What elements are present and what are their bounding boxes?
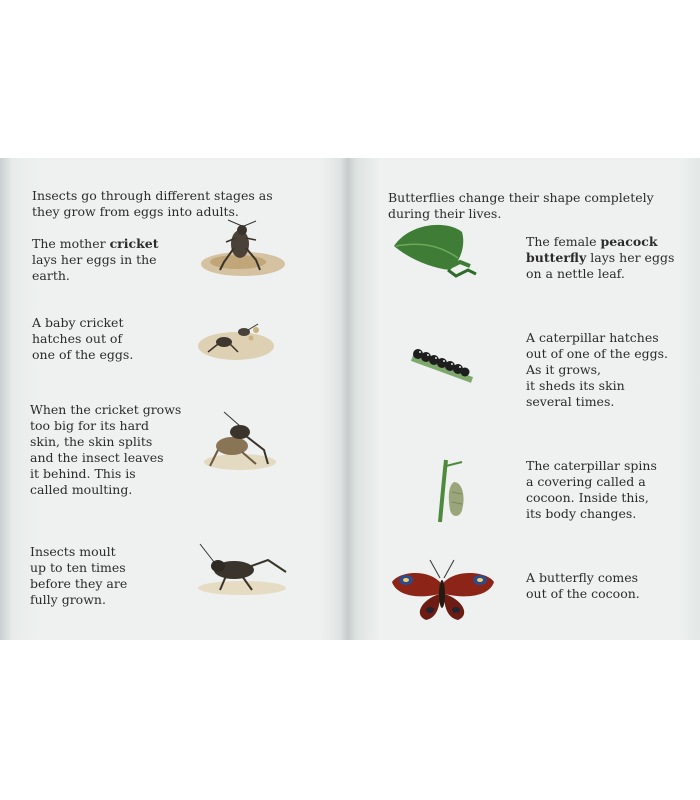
left-step2-text: A baby cricket hatches out of one of the eggs. [32,315,134,362]
peacock-butterfly-illustration [390,558,496,622]
baby-cricket-illustration [196,316,276,364]
left-step1-text: The mother cricket lays her eggs in the earth. [32,236,159,283]
chrysalis-illustration [432,456,476,526]
right-step3-text: The caterpillar spins a covering called a cocoon. Inside this, its body changes. [526,458,657,521]
left-step3-text: When the cricket grows too big for its hard skin, the skin splits and the insect leaves it behind. This is called moulting. [30,402,182,497]
right-step4-text: A butterfly comes out of the cocoon. [526,570,640,601]
right-step2-text: A caterpillar hatches out of one of the eggs. As it grows, it sheds its skin several times. [526,330,669,409]
left-intro: Insects go through different stages as they grow from eggs into adults. [32,188,273,219]
moulting-cricket-illustration [200,410,280,472]
caterpillar-illustration [408,340,476,388]
left-step4-text: Insects moult up to ten times before they are fully grown. [30,544,128,607]
right-intro: Butterflies change their shape completely during their lives. [388,190,654,221]
nettle-leaf-illustration [390,218,480,284]
cricket-on-earth-illustration [198,218,288,280]
right-step1-text: The female peacock butterfly lays her eggs on a nettle leaf. [526,234,675,281]
adult-cricket-illustration [196,542,290,598]
book-spread [0,158,700,640]
